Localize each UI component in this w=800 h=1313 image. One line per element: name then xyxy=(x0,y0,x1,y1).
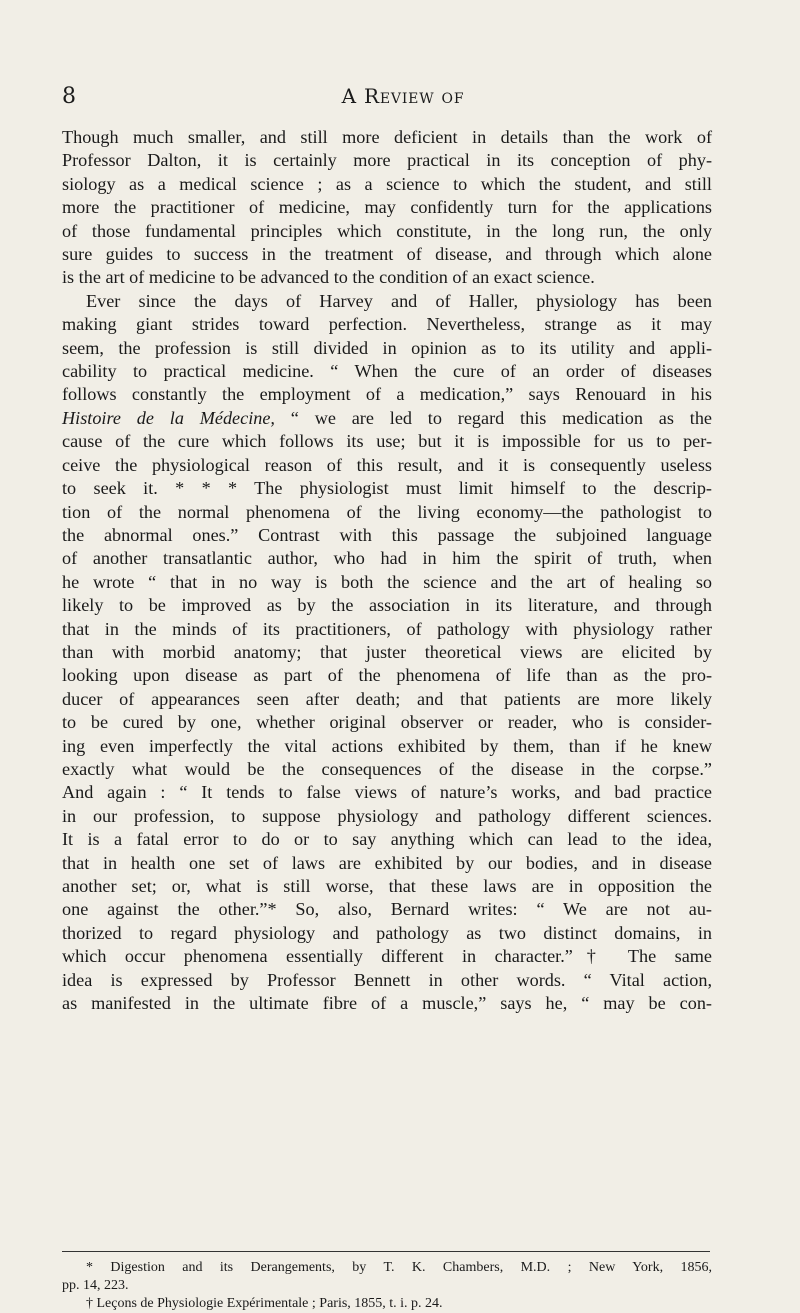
text-line: the abnormal ones.” Contrast with this passage the subjoined language xyxy=(62,524,712,545)
text-line: of those fundamental principles which constitute, in the long run, the only xyxy=(62,220,712,241)
text-line: follows constantly the employment of a medication,” says Renouard in his xyxy=(62,384,712,405)
text-line: Ever since the days of Harvey and of Haller, physiology has been xyxy=(86,290,712,311)
text-line: that in the minds of its practitioners, of pathology with physiology rather xyxy=(62,618,712,639)
text-line: ducer of appearances seen after death; and that patients are more likely xyxy=(62,688,712,709)
text-line: likely to be improved as by the association in its literature, and through xyxy=(62,595,712,616)
text-line: making giant strides toward perfection. Nevertheless, strange as it may xyxy=(62,314,712,335)
text-line: another set; or, what is still worse, that these laws are in opposition the xyxy=(62,876,712,896)
text-line: exactly what would be the consequences of the disease in the corpse.” xyxy=(62,758,712,779)
running-head: A Review of xyxy=(341,84,465,108)
text-line: of another transatlantic author, who had in him the spirit of truth, when xyxy=(62,548,712,569)
text-line: is the art of medicine to be advanced to the condition of an exact science. xyxy=(62,267,595,288)
text-line: ceive the physiological reason of this result, and it is consequently useless xyxy=(62,454,712,475)
text-line: in our profession, to suppose physiology and pathology different sciences. xyxy=(62,805,712,826)
text-line: one against the other.”* So, also, Bernard writes: “ We are not au- xyxy=(62,899,712,920)
text-line: looking upon disease as part of the phenomena of life than as the pro- xyxy=(62,665,712,686)
footnote-2: † Leçons de Physiologie Expérimentale ; Paris, 1855, t. i. p. 24. xyxy=(86,1296,443,1311)
text-line: which occur phenomena essentially different in character.”† The same xyxy=(62,946,712,967)
body-paragraphs xyxy=(62,126,712,1015)
text-line: seem, the profession is still divided in opinion as to its utility and appli- xyxy=(62,337,712,358)
text-line: idea is expressed by Professor Bennett in other words. “ Vital action, xyxy=(62,969,712,990)
text-line: siology as a medical science ; as a science to which the student, and still xyxy=(62,173,712,194)
text-line: thorized to regard physiology and pathology as two distinct domains, in xyxy=(62,922,712,943)
text-line: that in health one set of laws are exhibited by our bodies, and in disease xyxy=(62,852,712,873)
text-line: cability to practical medicine. “ When the cure of an order of diseases xyxy=(62,361,712,382)
footnote-divider xyxy=(62,1251,710,1252)
page-number: 8 xyxy=(62,84,76,109)
footnote-1: * Digestion and its Derangements, by T. K. Chambers, M.D. ; New York, 1856, xyxy=(86,1260,712,1275)
text-line: he wrote “ that in no way is both the science and the art of healing so xyxy=(62,571,712,592)
page-header xyxy=(0,84,800,114)
text-line-italic-title xyxy=(62,407,712,430)
text-line: tion of the normal phenomena of the living economy—the pathologist to xyxy=(62,501,712,522)
text-line-rest: “ we are led to regard this medication as the xyxy=(274,407,712,428)
text-line: cause of the cure which follows its use; but it is impossible for us to per- xyxy=(62,431,712,452)
italic-book-title: Histoire de la Médecine, xyxy=(62,407,275,428)
text-line: Professor Dalton, it is certainly more practical in its conception of phy- xyxy=(62,150,712,171)
text-line: to be cured by one, whether original observer or reader, who is consider- xyxy=(62,712,712,733)
text-line: than with morbid anatomy; that juster theoretical views are elicited by xyxy=(62,641,712,662)
text-line: to seek it. * * * The physiologist must limit himself to the descrip- xyxy=(62,478,712,499)
text-line: more the practitioner of medicine, may confidently turn for the applications xyxy=(62,197,712,218)
text-line: It is a fatal error to do or to say anything which can lead to the idea, xyxy=(62,829,712,850)
text-line: ing even imperfectly the vital actions exhibited by them, than if he knew xyxy=(62,735,712,756)
text-line: And again : “ It tends to false views of nature’s works, and bad practice xyxy=(62,782,712,803)
text-line: sure guides to success in the treatment of disease, and through which alone xyxy=(62,244,712,265)
text-line: Though much smaller, and still more deficient in details than the work of xyxy=(62,127,712,147)
text-line: as manifested in the ultimate fibre of a muscle,” says he, “ may be con- xyxy=(62,993,712,1014)
footnote-1-continued: pp. 14, 223. xyxy=(62,1278,129,1293)
